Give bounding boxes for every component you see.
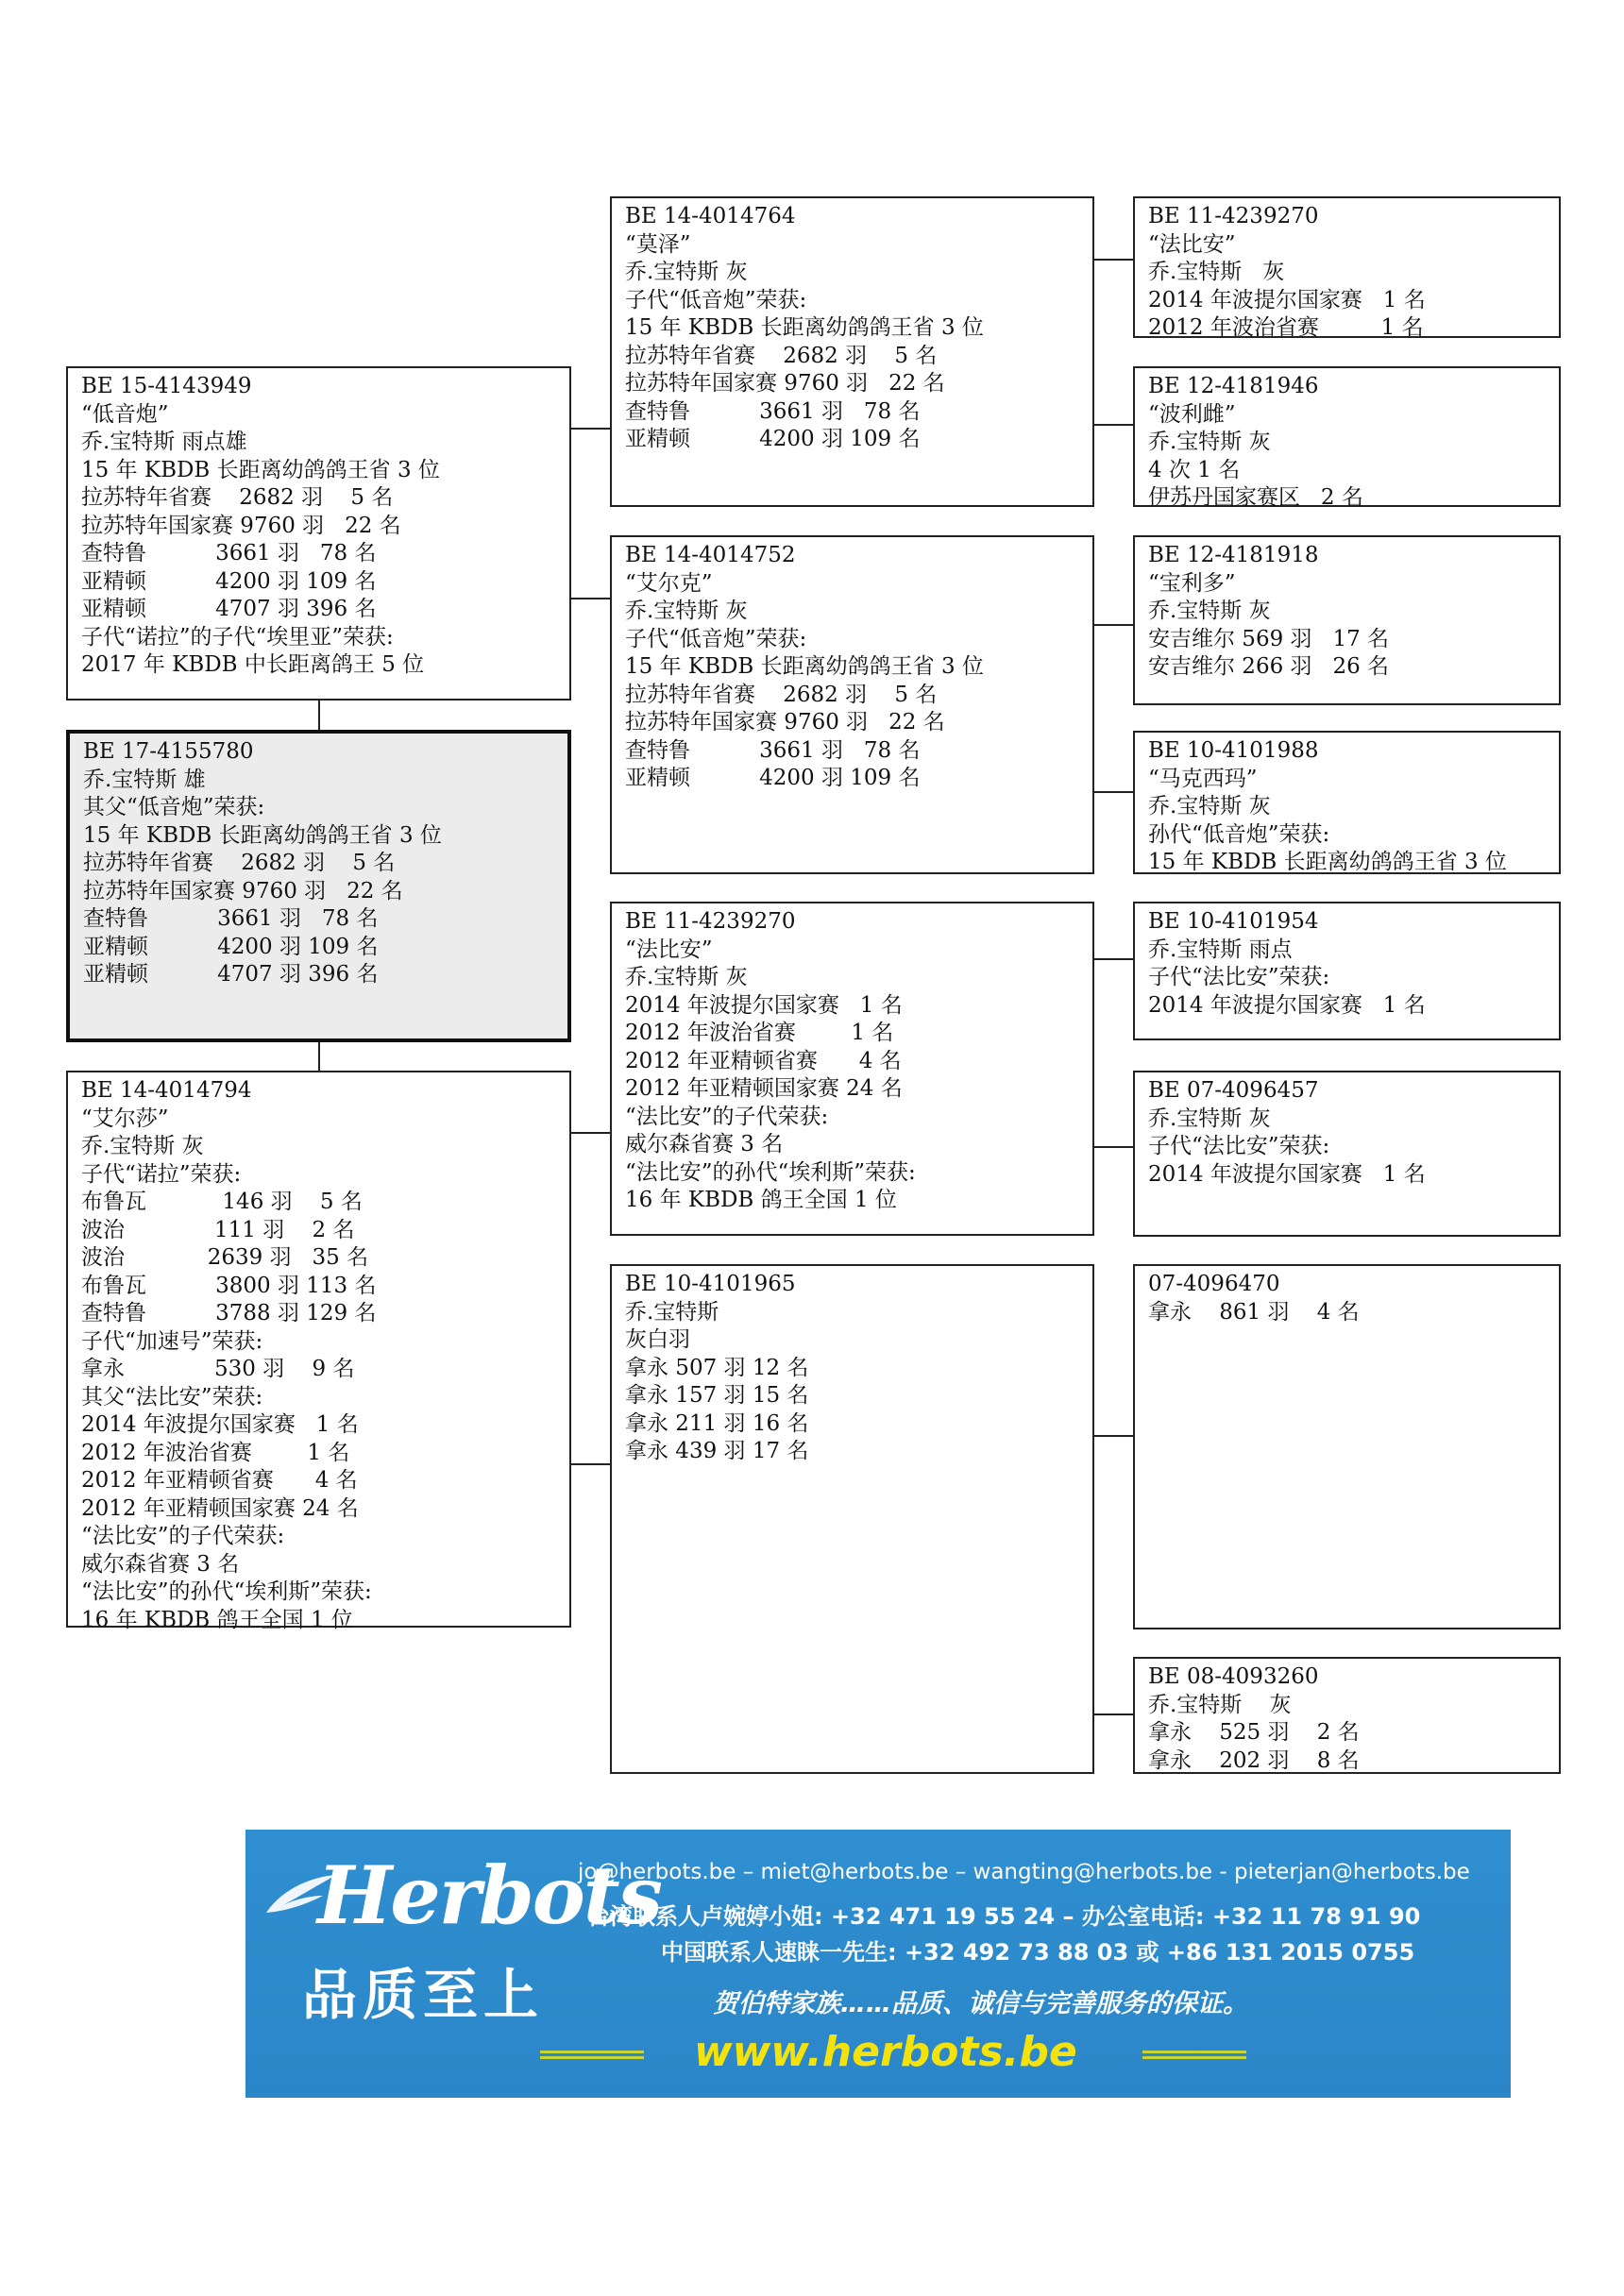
herbots-logo <box>262 1849 661 1942</box>
pedigree-line: 2012 年波治省赛 1 名 <box>1148 315 1424 340</box>
pedigree-line: “低音炮” <box>81 401 169 427</box>
connector <box>1093 958 1133 960</box>
pedigree-line: 子代“法比安”荣获: <box>1148 965 1330 989</box>
pedigree-line: “艾尔莎” <box>81 1106 169 1131</box>
pedigree-line: 拉苏特年省赛 2682 羽 5 名 <box>83 851 396 875</box>
pedigree-line: 乔.宝特斯 雨点雄 <box>81 430 247 454</box>
pedigree-line: 拉苏特年国家赛 9760 羽 22 名 <box>625 710 945 734</box>
connector <box>1093 259 1133 261</box>
connector <box>1093 791 1133 793</box>
connector <box>1093 1146 1133 1148</box>
pedigree-line: “法比安” <box>1148 231 1236 257</box>
pedigree-line: “法比安” <box>625 937 713 962</box>
connector <box>570 598 610 599</box>
pedigree-dam-card <box>66 1071 571 1632</box>
pedigree-g4-card <box>1133 366 1561 510</box>
pedigree-line: 2014 年波提尔国家赛 1 名 <box>1148 992 1426 1018</box>
pedigree-line: BE 12-4181918 <box>1148 543 1319 567</box>
decor-line <box>540 2051 644 2059</box>
pedigree-line: 2012 年波治省赛 1 名 <box>625 1021 894 1045</box>
decor-line <box>1142 2051 1246 2059</box>
connector <box>318 700 320 730</box>
pedigree-line: 拉苏特年省赛 2682 羽 5 名 <box>625 682 938 707</box>
pedigree-line: 乔.宝特斯 灰 <box>1148 794 1271 819</box>
connector <box>1093 1435 1133 1437</box>
pedigree-line: 查特鲁 3661 羽 78 名 <box>81 541 377 566</box>
pedigree-line: 拿永 157 羽 15 名 <box>625 1383 809 1408</box>
pedigree-line: 2017 年 KBDB 中长距离鸽王 5 位 <box>81 652 425 677</box>
taiwan-contact: 台湾联系人卢婉婷小姐: +32 471 19 55 24 – 办公室电话: +32 11 78 91 90 <box>587 1903 1421 1930</box>
pedigree-line: 拿永 202 羽 8 名 <box>1148 1747 1360 1773</box>
pedigree-line: 安吉维尔 266 羽 26 名 <box>1148 654 1390 679</box>
pedigree-line: BE 14-4014752 <box>625 543 796 567</box>
pedigree-g4-card <box>1133 196 1561 338</box>
pedigree-line: “法比安”的子代荣获: <box>81 1524 285 1548</box>
pedigree-line: 查特鲁 3661 羽 78 名 <box>625 737 921 763</box>
pedigree-g4-card <box>1133 1071 1561 1237</box>
pedigree-line: 乔.宝特斯 灰 <box>625 260 748 284</box>
pedigree-line: 拿永 861 羽 4 名 <box>1148 1299 1360 1325</box>
pedigree-line: 2012 年亚精顿省赛 4 名 <box>81 1468 358 1493</box>
pedigree-line: BE 17-4155780 <box>83 739 254 764</box>
pedigree-line: 15 年 KBDB 长距离幼鸽鸽王省 3 位 <box>625 315 984 340</box>
pedigree-line: 4 次 1 名 <box>1148 457 1241 482</box>
pedigree-line: 亚精顿 4200 羽 109 名 <box>83 934 379 959</box>
pedigree-line: 拿永 530 羽 9 名 <box>81 1357 355 1381</box>
connector <box>1093 1714 1133 1715</box>
pedigree-line: 威尔森省赛 3 名 <box>81 1551 240 1577</box>
pedigree-line: 拿永 507 羽 12 名 <box>625 1355 809 1380</box>
pedigree-line: 16 年 KBDB 鸽王全国 1 位 <box>625 1188 897 1212</box>
pedigree-line: BE 07-4096457 <box>1148 1078 1319 1103</box>
pedigree-g4-card <box>1133 731 1561 874</box>
slogan: 品质至上 <box>302 1963 545 2027</box>
connector <box>570 1463 610 1465</box>
pedigree-line: “法比安”的子代荣获: <box>625 1104 829 1129</box>
pedigree-line: 2014 年波提尔国家赛 1 名 <box>625 992 903 1018</box>
pedigree-line: 其父“低音炮”荣获: <box>83 795 265 819</box>
pedigree-line: BE 15-4143949 <box>81 374 252 398</box>
pedigree-line: 乔.宝特斯 <box>625 1299 719 1325</box>
website-link[interactable]: www.herbots.be <box>694 2028 1077 2076</box>
pedigree-line: 威尔森省赛 3 名 <box>625 1132 784 1156</box>
connector <box>570 1132 610 1134</box>
pedigree-line: 亚精顿 4200 羽 109 名 <box>625 427 921 451</box>
pedigree-g4-card <box>1133 902 1561 1040</box>
pedigree-line: “马克西玛” <box>1148 766 1258 791</box>
pedigree-line: 15 年 KBDB 长距离幼鸽鸽王省 3 位 <box>83 822 442 848</box>
pedigree-line: 乔.宝特斯 灰 <box>81 1134 204 1158</box>
pedigree-line: 乔.宝特斯 雄 <box>83 767 206 792</box>
pedigree-line: 孙代“低音炮”荣获: <box>1148 821 1330 847</box>
pedigree-line: 2012 年波治省赛 1 名 <box>81 1440 350 1465</box>
pedigree-line: 查特鲁 3788 羽 129 名 <box>81 1301 377 1325</box>
pedigree-dam-dam-card <box>610 1264 1094 1774</box>
pedigree-line: 查特鲁 3661 羽 78 名 <box>625 398 921 424</box>
pedigree-sire-dam-card <box>610 535 1094 874</box>
pedigree-line: 安吉维尔 569 羽 17 名 <box>1148 626 1390 651</box>
pedigree-line: 乔.宝特斯 灰 <box>1148 260 1285 284</box>
pedigree-g4-card <box>1133 535 1561 705</box>
pedigree-line: 其父“法比安”荣获: <box>81 1384 263 1410</box>
pedigree-dam-sire-card <box>610 902 1094 1236</box>
pedigree-line: 拉苏特年省赛 2682 羽 5 名 <box>625 343 938 368</box>
tagline: 贺伯特家族……品质、诚信与完善服务的保证。 <box>713 1989 1248 2018</box>
pedigree-line: 2014 年波提尔国家赛 1 名 <box>1148 1161 1426 1187</box>
pedigree-line: 拉苏特年国家赛 9760 羽 22 名 <box>83 878 403 903</box>
pedigree-line: 乔.宝特斯 灰 <box>1148 1692 1292 1717</box>
pedigree-sire-card <box>66 366 571 701</box>
pedigree-line: 乔.宝特斯 灰 <box>1148 430 1271 454</box>
pedigree-line: “波利雌” <box>1148 401 1236 427</box>
pedigree-line: 07-4096470 <box>1148 1272 1280 1296</box>
pedigree-line: 2012 年亚精顿省赛 4 名 <box>625 1048 902 1073</box>
pedigree-line: “艾尔克” <box>625 570 713 596</box>
pedigree-line: 子代“低音炮”荣获: <box>625 626 807 651</box>
pedigree-line: 子代“诺拉”荣获: <box>81 1161 242 1187</box>
connector <box>570 428 610 430</box>
pedigree-line: 子代“法比安”荣获: <box>1148 1134 1330 1158</box>
pedigree-line: 布鲁瓦 3800 羽 113 名 <box>81 1273 377 1298</box>
pedigree-line: 2012 年亚精顿国家赛 24 名 <box>81 1495 359 1521</box>
pedigree-line: BE 08-4093260 <box>1148 1664 1319 1689</box>
email-line: jo@herbots.be – miet@herbots.be – wangting@herbots.be - pieterjan@herbots.be <box>578 1860 1470 1884</box>
pedigree-line: 15 年 KBDB 长距离幼鸽鸽王省 3 位 <box>625 654 984 679</box>
logo-text: Herbots <box>317 1849 661 1942</box>
pedigree-line: 15 年 KBDB 长距离幼鸽鸽王省 3 位 <box>81 457 440 482</box>
pedigree-line: BE 14-4014794 <box>81 1078 252 1103</box>
pedigree-line: 乔.宝特斯 灰 <box>625 965 748 989</box>
connector <box>318 1042 320 1071</box>
pedigree-line: “莫泽” <box>625 231 691 257</box>
pedigree-line: 子代“诺拉”的子代“埃里亚”荣获: <box>81 624 394 650</box>
pedigree-line: 拿永 211 羽 16 名 <box>625 1410 809 1436</box>
pedigree-line: 灰白羽 <box>625 1327 690 1352</box>
pedigree-line: BE 11-4239270 <box>1148 204 1319 228</box>
pedigree-line: “法比安”的孙代“埃利斯”荣获: <box>81 1579 372 1604</box>
connector <box>1093 624 1133 626</box>
pedigree-line: 子代“加速号”荣获: <box>81 1328 263 1354</box>
pedigree-line: 拿永 525 羽 2 名 <box>1148 1720 1360 1745</box>
pedigree-line: BE 11-4239270 <box>625 909 796 934</box>
pedigree-line: BE 10-4101965 <box>625 1272 796 1296</box>
pedigree-line: BE 12-4181946 <box>1148 374 1319 398</box>
pedigree-line: 亚精顿 4200 羽 109 名 <box>81 568 377 594</box>
pedigree-line: 亚精顿 4707 羽 396 名 <box>83 962 379 987</box>
pedigree-line: 乔.宝特斯 灰 <box>1148 1106 1271 1131</box>
pedigree-line: 乔.宝特斯 灰 <box>625 599 748 623</box>
pedigree-g4-card <box>1133 1264 1561 1629</box>
pedigree-line: BE 10-4101988 <box>1148 738 1319 763</box>
pedigree-line: 子代“低音炮”荣获: <box>625 287 807 312</box>
pedigree-line: 2014 年波提尔国家赛 1 名 <box>81 1412 359 1437</box>
pedigree-line: BE 14-4014764 <box>625 204 796 228</box>
pedigree-line: 乔.宝特斯 雨点 <box>1148 937 1293 962</box>
pedigree-line: 查特鲁 3661 羽 78 名 <box>83 906 379 931</box>
connector <box>1093 424 1133 426</box>
pedigree-line: 波治 111 羽 2 名 <box>81 1217 355 1242</box>
pedigree-g4-card <box>1133 1657 1561 1774</box>
pedigree-line: 拉苏特年国家赛 9760 羽 22 名 <box>625 371 945 396</box>
pedigree-line: 布鲁瓦 146 羽 5 名 <box>81 1190 363 1214</box>
pedigree-line: 亚精顿 4707 羽 396 名 <box>81 597 377 621</box>
pedigree-line: 波治 2639 羽 35 名 <box>81 1245 369 1270</box>
pedigree-subject-card <box>66 730 571 1042</box>
pedigree-line: 2012 年亚精顿国家赛 24 名 <box>625 1076 903 1101</box>
pedigree-line: 16 年 KBDB 鸽王全国 1 位 <box>81 1607 353 1632</box>
pedigree-line: 伊苏丹国家赛区 2 名 <box>1148 485 1363 510</box>
pedigree-sire-sire-card <box>610 196 1094 507</box>
pedigree-line: 拉苏特年省赛 2682 羽 5 名 <box>81 485 394 510</box>
pedigree-line: 15 年 KBDB 长距离幼鸽鸽王省 3 位 <box>1148 850 1507 874</box>
pedigree-line: BE 10-4101954 <box>1148 909 1319 934</box>
china-contact: 中国联系人速睐一先生: +32 492 73 88 03 或 +86 131 2015 0755 <box>661 1939 1415 1966</box>
pedigree-line: “法比安”的孙代“埃利斯”荣获: <box>625 1159 916 1185</box>
pedigree-line: 拉苏特年国家赛 9760 羽 22 名 <box>81 513 401 538</box>
pedigree-line: 拿永 439 羽 17 名 <box>625 1439 809 1463</box>
pedigree-line: 乔.宝特斯 灰 <box>1148 599 1271 623</box>
pedigree-line: 2014 年波提尔国家赛 1 名 <box>1148 287 1426 312</box>
pedigree-line: “宝利多” <box>1148 570 1236 596</box>
herbots-banner <box>245 1830 1511 2098</box>
pedigree-line: 亚精顿 4200 羽 109 名 <box>625 766 921 790</box>
